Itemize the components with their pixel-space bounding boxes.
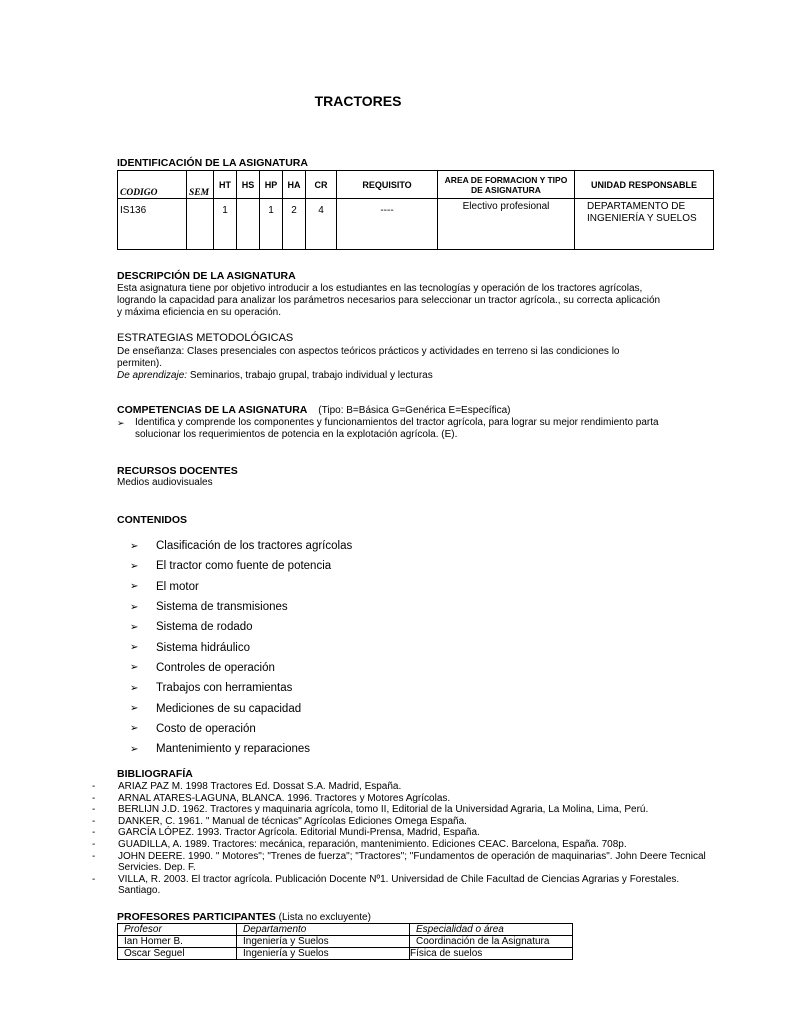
identificacion-heading: IDENTIFICACIÓN DE LA ASIGNATURA	[117, 157, 308, 169]
header-codigo: CODIGO	[118, 171, 187, 199]
arrow-bullet-icon: ➢	[130, 662, 139, 674]
identificacion-table	[117, 170, 714, 250]
header-hp: HP	[260, 171, 283, 199]
list-item: - DANKER, C. 1961. " Manual de técnicas" Agrícolas Ediciones Omega España.	[92, 815, 467, 827]
list-item: ➢ Mantenimiento y reparaciones	[130, 743, 311, 756]
list-item: ➢ El tractor como fuente de potencia	[130, 560, 332, 573]
arrow-bullet-icon: ➢	[130, 723, 139, 735]
bibliografia-heading: BIBLIOGRAFÍA	[117, 768, 193, 780]
cell-unidad: DEPARTAMENTO DE INGENIERÍA Y SUELOS	[575, 199, 714, 250]
list-item: - BERLIJN J.D. 1962. Tractores y maquinaria agrícola, tomo II, Editorial de la Universidad Agraria, La Molina, Lima, Perú.	[92, 804, 649, 816]
arrow-bullet-icon: ➢	[117, 418, 125, 428]
competencias-heading: COMPETENCIAS DE LA ASIGNATURA	[117, 404, 308, 416]
arrow-bullet-icon: ➢	[130, 581, 139, 593]
descripcion-heading: DESCRIPCIÓN DE LA ASIGNATURA	[117, 270, 296, 282]
cell-codigo: IS136	[118, 199, 187, 250]
profesores-table	[117, 923, 573, 960]
arrow-bullet-icon: ➢	[130, 743, 139, 755]
estrategias-text	[117, 346, 620, 382]
table-row: Ian Homer B. Ingeniería y Suelos Coordinación de la Asignatura	[118, 936, 573, 948]
cell-requisito: ----	[337, 199, 438, 250]
list-item: - GUADILLA, A. 1989. Tractores: mecánica, reparación, mantenimiento. Ediciones CEAC. Barcelona, España. 708p.	[92, 838, 627, 850]
list-item: - JOHN DEERE. 1990. " Motores"; "Trenes de fuerza"; "Tractores"; "Fundamentos de operación de maquinarias". John Deere Tecnical Servicies. Dep. F.	[92, 850, 706, 874]
header-sem: SEM	[187, 171, 214, 199]
arrow-bullet-icon: ➢	[130, 601, 139, 613]
arrow-bullet-icon: ➢	[130, 540, 139, 552]
aprendizaje-text: Seminarios, trabajo grupal, trabajo individual y lecturas	[187, 370, 433, 381]
competencias-header	[117, 404, 511, 416]
descripcion-text	[117, 283, 660, 319]
descripcion-line: Esta asignatura tiene por objetivo introducir a los estudiantes en las tecnologías y operación de los tractores agrícolas,	[117, 283, 643, 294]
list-item: ➢ Sistema de transmisiones	[130, 601, 288, 614]
profesores-heading: PROFESORES PARTICIPANTES	[117, 911, 276, 923]
recursos-text: Medios audiovisuales	[117, 477, 213, 488]
table-row: Profesor Departamento Especialidad o área	[118, 924, 573, 936]
header-ha: HA	[283, 171, 306, 199]
header-cr: CR	[306, 171, 337, 199]
list-item: ➢ Sistema de rodado	[130, 621, 253, 634]
list-item: - GARCÍA LÓPEZ. 1993. Tractor Agrícola. Editorial Mundi-Prensa, Madrid, España.	[92, 827, 480, 839]
header-hs: HS	[237, 171, 260, 199]
list-item: - ARNAL ATARES-LAGUNA, BLANCA. 1996. Tractores y Motores Agrícolas.	[92, 792, 451, 804]
contenidos-heading: CONTENIDOS	[117, 514, 188, 526]
cell-ha: 2	[283, 199, 306, 250]
list-item: ➢ Clasificación de los tractores agrícolas	[130, 540, 353, 553]
arrow-bullet-icon: ➢	[130, 682, 139, 694]
table-row: Oscar Seguel Ingeniería y Suelos Física de suelos	[118, 948, 573, 960]
list-item: ➢ El motor	[130, 580, 199, 593]
ensenanza-line: permiten).	[117, 358, 163, 369]
cell-hs	[237, 199, 260, 250]
competencia-item: Identifica y comprende los componentes y funcionamientos del tractor agrícola, para lograr su mejor rendimiento parta	[135, 417, 659, 428]
contenidos-list	[130, 536, 352, 759]
page-title: TRACTORES	[314, 93, 402, 109]
competencias-tipo: (Tipo: B=Básica G=Genérica E=Específica)	[318, 405, 511, 416]
aprendizaje-label: De aprendizaje:	[117, 370, 188, 381]
cell-cr: 4	[306, 199, 337, 250]
header-requisito: REQUISITO	[337, 171, 438, 199]
list-item: - VILLA, R. 2003. El tractor agrícola. Publicación Docente Nº1. Universidad de Chile Facultad de Ciencias Agrarias y Forestales. Santiago.	[92, 873, 680, 897]
header-unidad: UNIDAD RESPONSABLE	[575, 171, 714, 199]
cell-hp: 1	[260, 199, 283, 250]
cell-area: Electivo profesional	[438, 199, 575, 250]
recursos-heading: RECURSOS DOCENTES	[117, 465, 238, 477]
arrow-bullet-icon: ➢	[130, 703, 139, 715]
list-item: ➢ Sistema hidráulico	[130, 641, 250, 654]
profesores-header	[117, 911, 371, 923]
list-item: - ARIAZ PAZ M. 1998 Tractores Ed. Dossat S.A. Madrid, España.	[92, 781, 402, 792]
arrow-bullet-icon: ➢	[130, 560, 139, 572]
competencias-list	[117, 417, 659, 441]
ensenanza-line: De enseñanza: Clases presenciales con aspectos teóricos prácticos y actividades en terreno si las condiciones lo	[117, 346, 620, 357]
aprendizaje-line	[117, 370, 620, 382]
bibliografia-list	[92, 781, 722, 897]
estrategias-heading: ESTRATEGIAS METODOLÓGICAS	[117, 332, 294, 344]
header-ht: HT	[214, 171, 237, 199]
competencia-item-cont: solucionar los requerimientos de potencia en la explotación agrícola. (E).	[135, 429, 458, 440]
list-item: ➢ Trabajos con herramientas	[130, 682, 293, 695]
descripcion-line: logrando la capacidad para analizar los parámetros necesarios para seleccionar un tractor agrícola., su correcta aplicación	[117, 295, 661, 306]
list-item: ➢ Costo de operación	[130, 722, 256, 735]
descripcion-line: y máxima eficiencia en su operación.	[117, 307, 281, 318]
arrow-bullet-icon: ➢	[130, 621, 139, 633]
list-item: ➢ Mediciones de su capacidad	[130, 702, 302, 715]
header-area: AREA DE FORMACION Y TIPO DE ASIGNATURA	[438, 171, 575, 199]
list-item: ➢ Controles de operación	[130, 661, 275, 674]
cell-ht: 1	[214, 199, 237, 250]
cell-sem	[187, 199, 214, 250]
profesores-note: (Lista no excluyente)	[275, 912, 371, 923]
arrow-bullet-icon: ➢	[130, 642, 139, 654]
